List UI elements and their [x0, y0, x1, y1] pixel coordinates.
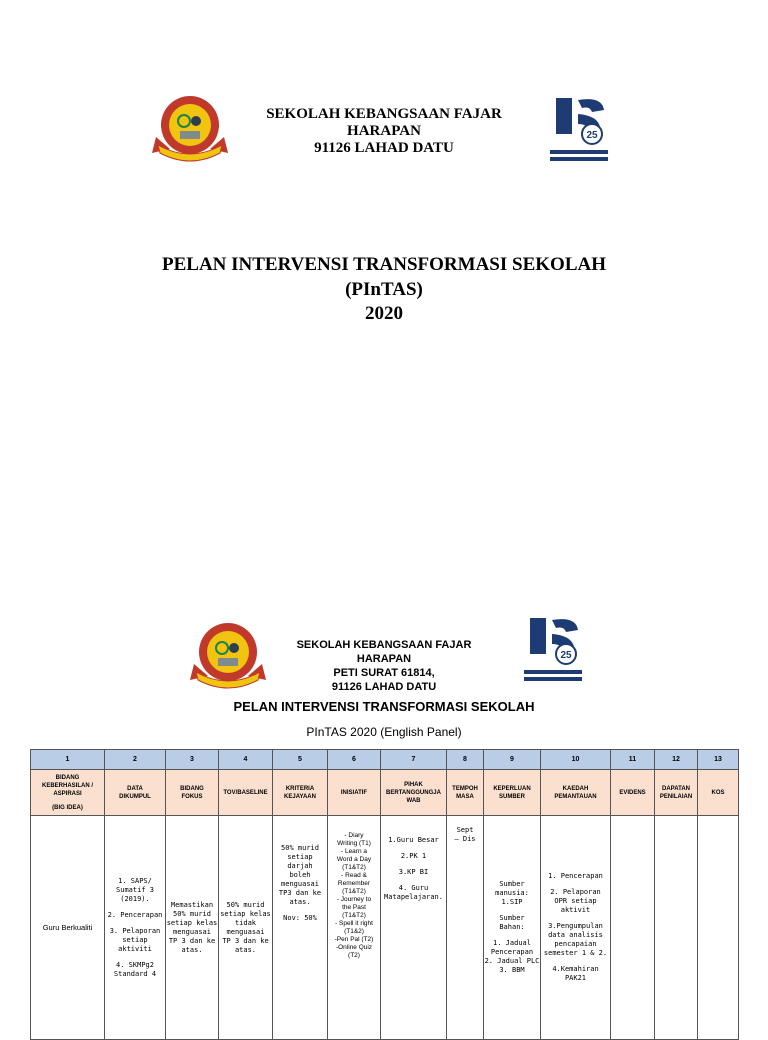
cell-bidang: Guru Berkualiti: [31, 816, 105, 1040]
column-header-11: EVIDENS: [611, 770, 655, 816]
column-header-6: INISIATIF: [328, 770, 381, 816]
second-po-box: PETI SURAT 61814,: [333, 667, 435, 679]
cell-inisiatif: - Diary Writing (T1) - Learn a Word a Day (T1&T2) - Read & Remember (T1&T2) - Journey to the Past (T1&T2) - Spell it right (T1&2) -Pen Pal (T2) -Online Quiz (T2): [328, 816, 381, 1040]
column-header-7: PIHAK BERTANGGUNGJA WAB: [381, 770, 447, 816]
column-header-4: TOV/BASELINE: [219, 770, 273, 816]
column-header-12: DAPATAN PENILAIAN: [655, 770, 698, 816]
column-number-8: 8: [447, 750, 484, 770]
column-header-3: BIDANG FOKUS: [166, 770, 219, 816]
column-number-12: 12: [655, 750, 698, 770]
cell-pihak: 1.Guru Besar 2.PK 1 3.KP BI 4. Guru Matapelajaran.: [381, 816, 447, 1040]
column-header-8: TEMPOH MASA: [447, 770, 484, 816]
cell-kaedah: 1. Pencerapan 2. Pelaporan OPR setiap aktivit 3.Pengumpulan data analisis pencapaian semester 1 & 2. 4.Kemahiran PAK21: [541, 816, 611, 1040]
column-number-9: 9: [484, 750, 541, 770]
intervention-table: [30, 749, 739, 1040]
column-header-9: KEPERLUAN SUMBER: [484, 770, 541, 816]
column-number-5: 5: [273, 750, 328, 770]
badge-number-small: 25: [560, 650, 572, 661]
cell-keperluan: Sumber manusia: 1.SIP Sumber Bahan: 1. Jadual Pencerapan 2. Jadual PLC 3. BBM: [484, 816, 541, 1040]
column-number-3: 3: [166, 750, 219, 770]
column-number-2: 2: [105, 750, 166, 770]
school-name: SEKOLAH KEBANGSAAN FAJAR HARAPAN: [266, 106, 502, 139]
column-number-6: 6: [328, 750, 381, 770]
column-header-1: BIDANG KEBERHASILAN / ASPIRASI (BIG IDEA): [31, 770, 105, 816]
column-header-row: [31, 770, 739, 816]
main-title-line1: PELAN INTERVENSI TRANSFORMASI SEKOLAH: [162, 254, 606, 275]
transformation-logo-small: [522, 614, 584, 686]
cell-tempoh: Sept – Dis: [447, 816, 484, 1040]
table-row: [31, 816, 739, 1040]
second-title: PELAN INTERVENSI TRANSFORMASI SEKOLAH: [233, 699, 535, 714]
column-number-13: 13: [698, 750, 739, 770]
main-title-line3: 2020: [365, 303, 403, 324]
column-number-11: 11: [611, 750, 655, 770]
column-header-10: KAEDAH PEMANTAUAN: [541, 770, 611, 816]
cell-kriteria: 50% murid setiap darjah boleh menguasai TP3 dan ke atas. Nov: 50%: [273, 816, 328, 1040]
cell-dapatan: [655, 816, 698, 1040]
column-header-5: KRITERIA KEJAYAAN: [273, 770, 328, 816]
cell-data-dikumpul: 1. SAPS/ Sumatif 3 (2019). 2. Pencerapan 3. Pelaporan setiap aktiviti 4. SKMPg2 Standard 4: [105, 816, 166, 1040]
school-logo-small: [188, 620, 268, 692]
column-number-10: 10: [541, 750, 611, 770]
cell-tov: 50% murid setiap kelas tidak menguasai TP 3 dan ke atas.: [219, 816, 273, 1040]
cell-kos: [698, 816, 739, 1040]
column-header-2: DATA DIKUMPUL: [105, 770, 166, 816]
cell-bidang-fokus: Memastikan 50% murid setiap kelas menguasai TP 3 dan ke atas.: [166, 816, 219, 1040]
second-subtitle: PInTAS 2020 (English Panel): [306, 725, 462, 739]
transformation-logo: [548, 94, 610, 166]
main-title-line2: (PInTAS): [345, 279, 423, 300]
column-number-4: 4: [219, 750, 273, 770]
school-logo: [150, 93, 230, 165]
second-school-header: [290, 638, 478, 694]
second-address: 91126 LAHAD DATU: [331, 681, 437, 693]
column-header-13: KOS: [698, 770, 739, 816]
school-name-header: [232, 106, 536, 157]
column-number-1: 1: [31, 750, 105, 770]
column-number-row: [31, 750, 739, 770]
cell-evidens: [611, 816, 655, 1040]
school-address: 91126 LAHAD DATU: [314, 140, 454, 156]
second-school-name: SEKOLAH KEBANGSAAN FAJAR HARAPAN: [296, 639, 472, 665]
column-number-7: 7: [381, 750, 447, 770]
badge-number: 25: [586, 130, 598, 141]
